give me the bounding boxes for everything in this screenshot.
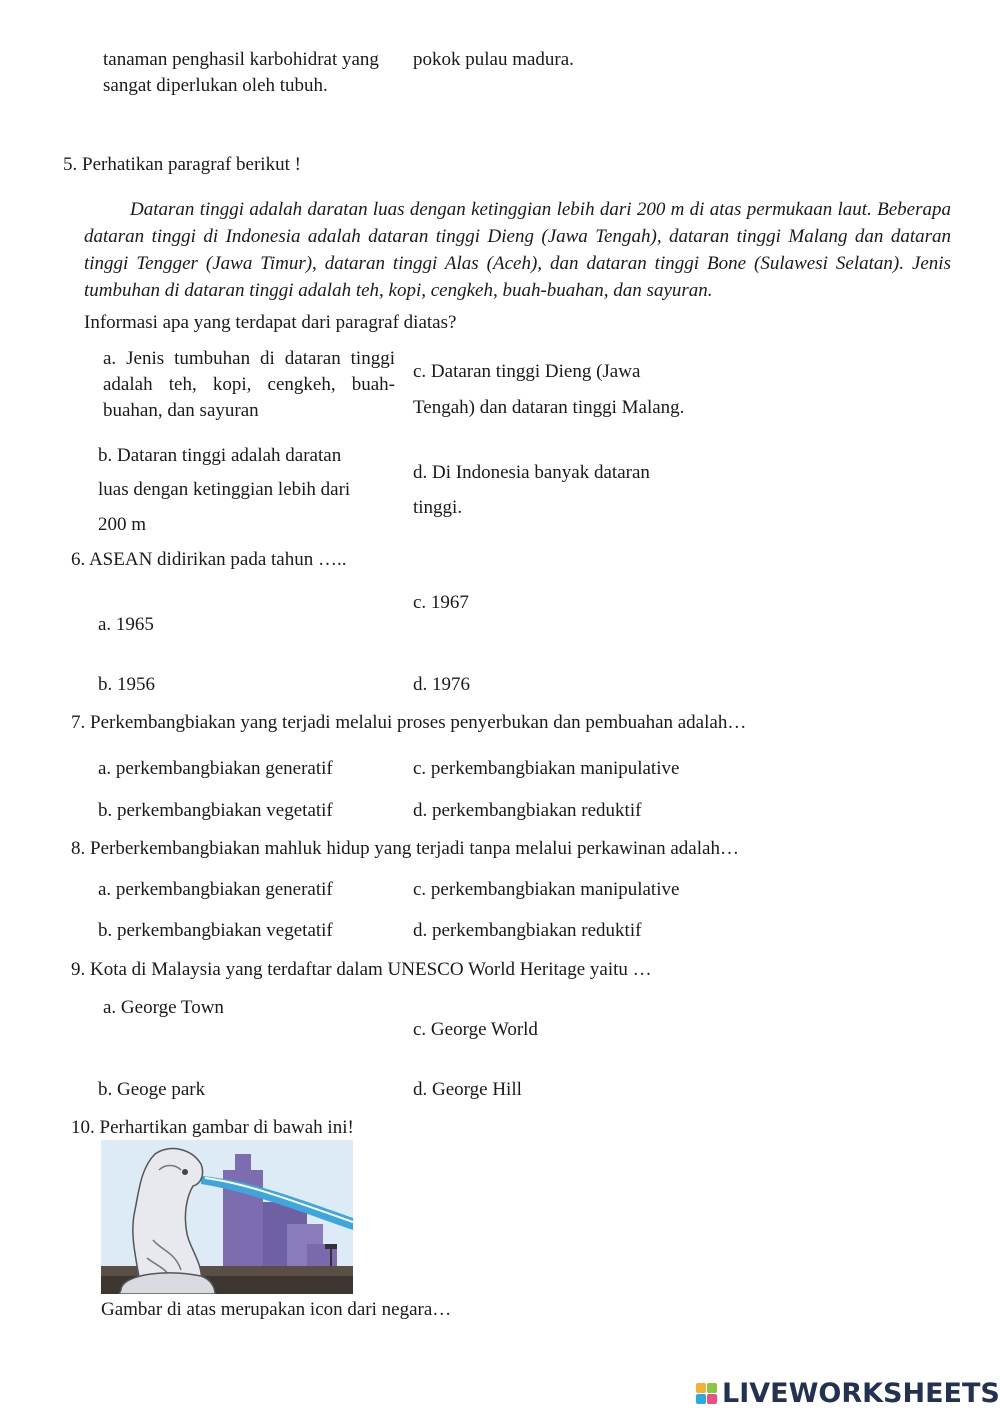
q9-option-d[interactable]: d. George Hill — [413, 1079, 522, 1100]
q5-paragraph — [84, 196, 951, 304]
q8-option-d[interactable]: d. perkembangbiakan reduktif — [413, 920, 642, 941]
q9-option-a[interactable]: a. George Town — [103, 997, 224, 1018]
question-10: 10. Perhartikan gambar di bawah ini! — [71, 1117, 354, 1138]
q8-option-b[interactable]: b. perkembangbiakan vegetatif — [98, 920, 333, 941]
liveworksheets-logo-icon — [696, 1383, 718, 1405]
question-9: 9. Kota di Malaysia yang terdaftar dalam UNESCO World Heritage yaitu … — [71, 959, 652, 980]
liveworksheets-logo-text: LIVEWORKSHEETS — [722, 1378, 1000, 1409]
q9-option-b[interactable]: b. Geoge park — [98, 1079, 206, 1100]
q6-option-a[interactable]: a. 1965 — [98, 614, 154, 635]
q5-prompt: Informasi apa yang terdapat dari paragraf diatas? — [84, 312, 457, 333]
q7-option-d[interactable]: d. perkembangbiakan reduktif — [413, 800, 642, 821]
prev-answer-line-2: sangat diperlukan oleh tubuh. — [103, 75, 328, 96]
prev-answer-right-line: pokok pulau madura. — [413, 49, 574, 70]
q5-option-b-line-1[interactable]: b. Dataran tinggi adalah daratan — [98, 445, 342, 466]
question-6: 6. ASEAN didirikan pada tahun ….. — [71, 549, 347, 570]
q7-option-c[interactable]: c. perkembangbiakan manipulative — [413, 758, 680, 779]
q5-option-b-line-3[interactable]: 200 m — [98, 514, 147, 535]
q10-caption: Gambar di atas merupakan icon dari negara… — [101, 1299, 452, 1320]
question-8: 8. Perberkembangbiakan mahluk hidup yang terjadi tanpa melalui perkawinan adalah… — [71, 838, 739, 859]
q8-option-a[interactable]: a. perkembangbiakan generatif — [98, 879, 333, 900]
q5-option-d-line-1[interactable]: d. Di Indonesia banyak dataran — [413, 462, 650, 483]
question-7: 7. Perkembangbiakan yang terjadi melalui proses penyerbukan dan pembuahan adalah… — [71, 712, 747, 733]
q7-option-b[interactable]: b. perkembangbiakan vegetatif — [98, 800, 333, 821]
merlion-illustration — [101, 1140, 353, 1294]
q6-option-b[interactable]: b. 1956 — [98, 674, 155, 695]
q5-option-c-line-2[interactable]: Tengah) dan dataran tinggi Malang. — [413, 397, 685, 418]
q5-option-d-line-2[interactable]: tinggi. — [413, 497, 463, 518]
q7-option-a[interactable]: a. perkembangbiakan generatif — [98, 758, 333, 779]
q9-option-c[interactable]: c. George World — [413, 1019, 538, 1040]
q5-option-c-line-1[interactable]: c. Dataran tinggi Dieng (Jawa — [413, 361, 641, 382]
q5-option-b-line-2[interactable]: luas dengan ketinggian lebih dari — [98, 479, 351, 500]
q8-option-c[interactable]: c. perkembangbiakan manipulative — [413, 879, 680, 900]
question-5: 5. Perhatikan paragraf berikut ! — [63, 154, 301, 175]
q5-option-a[interactable]: a. Jenis tumbuhan di dataran tinggi adalah teh, kopi, cengkeh, buah-buahan, dan sayuran — [103, 348, 395, 421]
prev-answer-line-1: tanaman penghasil karbohidrat yang — [103, 49, 379, 70]
q5-paragraph-text: Dataran tinggi adalah daratan luas dengan ketinggian lebih dari 200 m di atas permukaan laut. Beberapa dataran tinggi di Indonesia adalah dataran tinggi Dieng (Jawa Tengah), dataran tinggi Malang dan dataran tinggi Tengger (Jawa Timur), dataran tinggi Alas (Aceh), dan dataran tinggi Bone (Sulawesi Selatan). Jenis tumbuhan di dataran tinggi adalah teh, kopi, cengkeh, buah-buahan, dan sayuran. — [84, 199, 951, 301]
liveworksheets-logo[interactable] — [696, 1378, 1000, 1410]
q6-option-c[interactable]: c. 1967 — [413, 592, 469, 613]
q6-option-d[interactable]: d. 1976 — [413, 674, 470, 695]
